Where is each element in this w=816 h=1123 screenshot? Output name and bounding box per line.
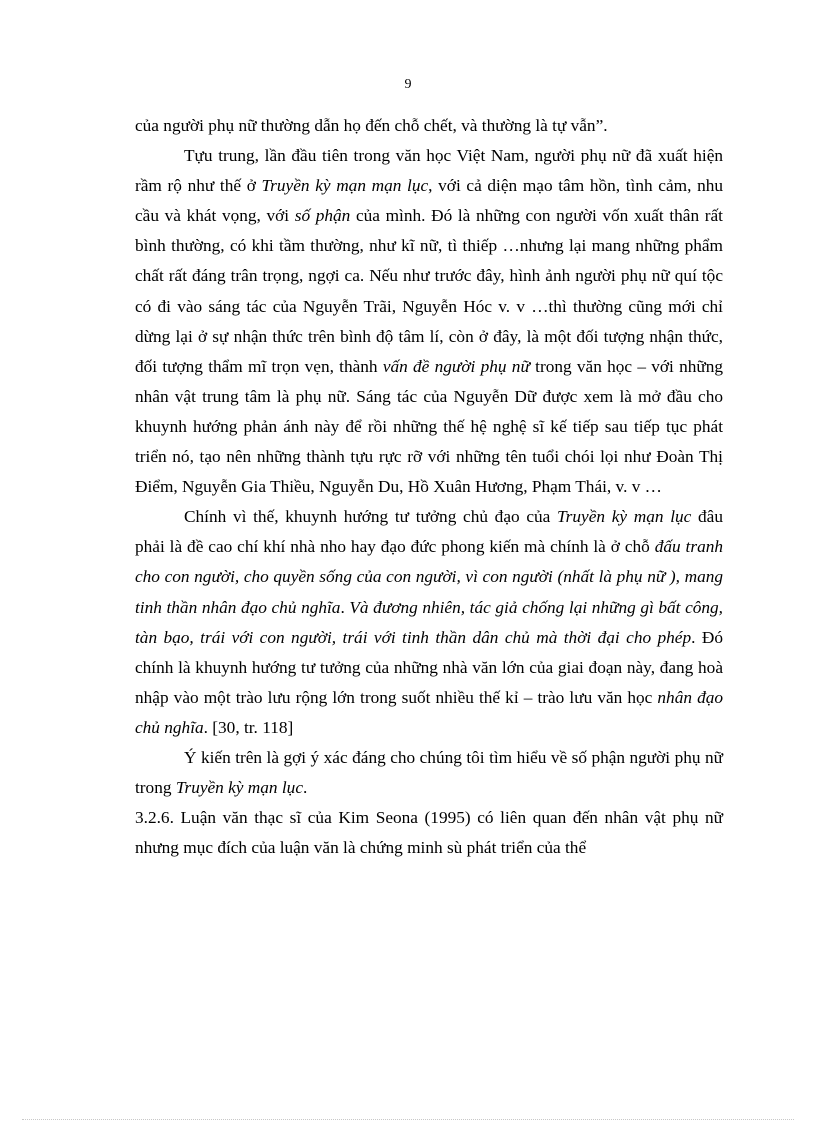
text-run: . Đó chính là khuynh hướng tư tưởng của những nhà văn lớn của giai đoạn này, đang hoà nhập vào một trào lưu rộng lớn trong suốt nhiều thế kỉ – trào lưu văn học: [135, 627, 723, 707]
italic-text: Truyền kỳ mạn lục: [175, 778, 303, 798]
text-run: .: [340, 597, 350, 617]
text-run: . [30, tr. 118]: [203, 717, 294, 737]
text-run: của người phụ nữ thường dẫn họ đến chỗ chết, và thường là tự vẫn”.: [135, 116, 608, 135]
paragraph-1: [135, 111, 723, 141]
text-run: trong văn học – với những nhân vật trung tâm là phụ nữ. Sáng tác của Nguyễn Dữ được xem là mở đầu cho khuynh hướng phản ánh này để rồi những thế hệ nghệ sĩ kế tiếp sau tiếp tục phát triển nó, tạo nên những thành tựu rực rỡ với những tên tuổi chói lọi như Đoàn Thị Điểm, Nguyễn Gia Thiều, Nguyễn Du, Hồ Xuân Hương, Phạm Thái, v. v …: [135, 356, 723, 497]
text-run: của mình. Đó là những con người vốn xuất thân rất bình thường, có khi tầm thường, như kĩ nữ, tì thiếp …nhưng lại mang những phẩm chất rất đáng trân trọng, ngợi ca. Nếu như trước đây, hình ảnh người phụ nữ quí tộc có đi vào sáng tác của Nguyễn Trãi, Nguyễn Hóc v. v …thì thường cũng mới chỉ dừng lại ở sự nhận thức trên bình độ tâm lí, còn ở đây, là một đối tượng nhận thức, đối tượng thẩm mĩ trọn vẹn, thành: [135, 206, 723, 376]
paragraph-5: [135, 803, 723, 863]
italic-text: Truyền kỳ mạn lục: [557, 507, 692, 527]
text-run: đâu phải là đề cao chí khí nhà nho hay đạo đức phong kiến mà chính là ở chỗ: [135, 507, 723, 557]
text-run: Chính vì thế, khuynh hướng tư tưởng chủ đạo của: [184, 507, 558, 527]
italic-text: vấn đề người phụ nữ: [382, 356, 530, 376]
text-run: .: [303, 778, 308, 798]
paragraph-2: [135, 141, 723, 502]
text-run: , với cả diện mạo tâm hồn, tình cảm, nhu cầu và khát vọng, với: [135, 176, 723, 226]
text-run: 3.2.6. Luận văn thạc sĩ của Kim Seona (1995) có liên quan đến nhân vật phụ nữ nhưng mục đích của luận văn là chứng minh sù phát triển của thể: [135, 808, 723, 858]
document-body: [135, 111, 723, 863]
italic-text: đấu tranh cho con người, cho quyền sống của con người, vì con người (nhất là phụ nữ ), mang tinh thần nhân đạo chủ nghĩa: [135, 537, 723, 617]
italic-text: Và đương nhiên, tác giả chống lại những gì bất công, tàn bạo, trái với con người, trái với tinh thần dân chủ mà thời đại cho phép: [135, 597, 724, 647]
text-run: Tựu trung, lần đầu tiên trong văn học Việt Nam, người phụ nữ đã xuất hiện rầm rộ như thế ở: [135, 146, 723, 196]
page-number: 9: [404, 77, 412, 92]
italic-text: Truyền kỳ mạn mạn lục: [261, 176, 429, 196]
paragraph-4: [135, 743, 723, 803]
page-bottom-rule: [22, 1119, 794, 1120]
italic-text: nhân đạo chủ nghĩa: [135, 687, 723, 737]
italic-text: số phận: [294, 206, 351, 226]
paragraph-3: [135, 502, 723, 743]
text-run: Ý kiến trên là gợi ý xác đáng cho chúng tôi tìm hiểu về số phận người phụ nữ trong: [135, 747, 723, 798]
